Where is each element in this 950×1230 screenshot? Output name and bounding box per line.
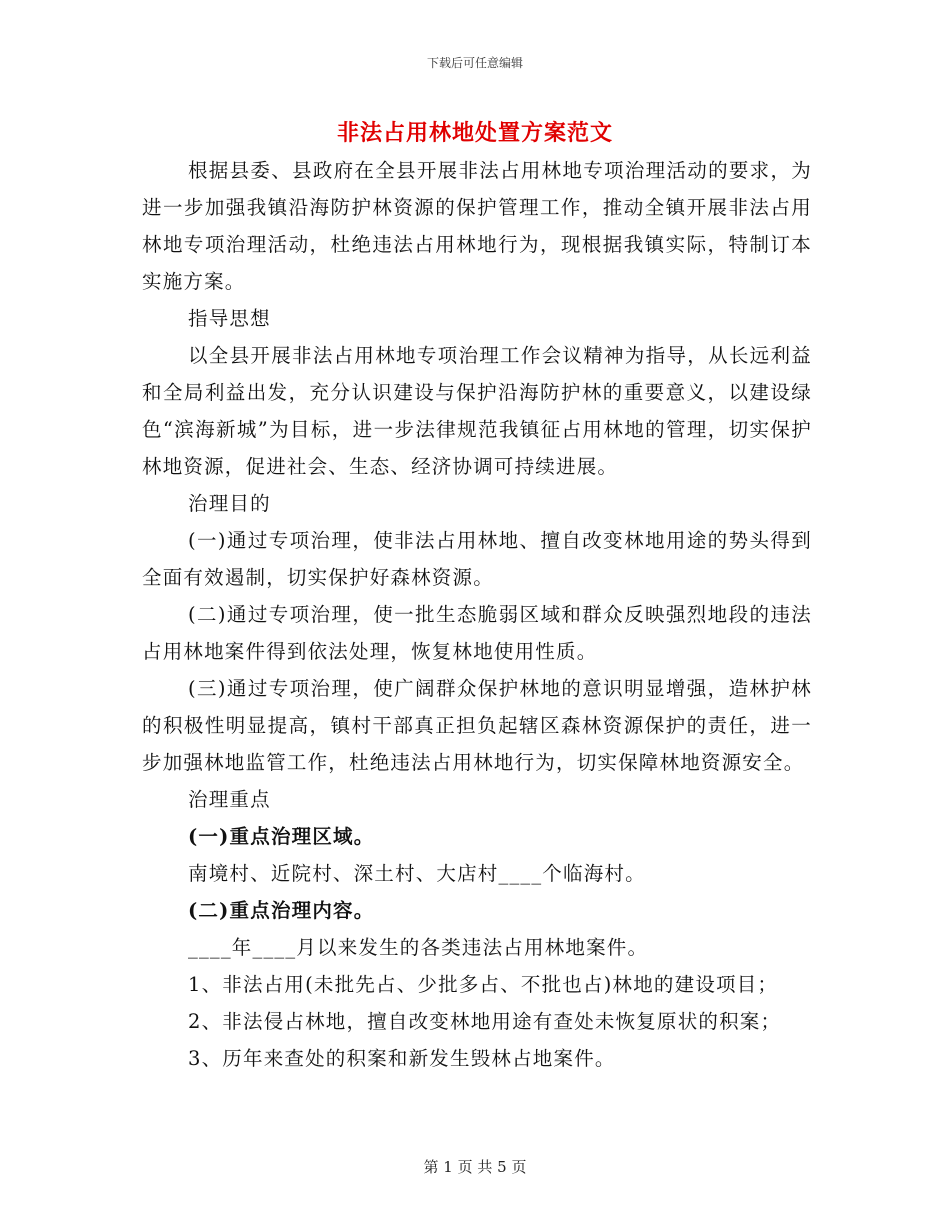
- header-note: 下载后可任意编辑: [426, 56, 523, 70]
- section-heading-guiding-thought: 指导思想: [188, 307, 271, 330]
- list-item-1: 1、非法占用(未批先占、少批多占、不批也占)林地的建设项目；: [188, 973, 779, 996]
- page-footer: 第 1 页 共 5 页: [423, 1158, 527, 1176]
- paragraph-guiding-thought: 以全县开展非法占用林地专项治理工作会议精神为指导，从长远利益和全局利益出发，充分认识建设与保护沿海防护林的重要意义，以建设绿色“滨海新城”为目标，进一步法律规范我镇征占用林地的管理，切实保护林地资源，促进社会、生态、经济协调可持续进展。: [142, 344, 812, 478]
- paragraph-focus-content: ____年____月以来发生的各类违法占用林地案件。: [188, 936, 649, 959]
- section-heading-purpose: 治理目的: [188, 492, 271, 515]
- paragraph-focus-area: 南境村、近院村、深土村、大店村____个临海村。: [188, 862, 646, 885]
- document-title: 非法占用林地处置方案范文: [336, 120, 613, 146]
- section-heading-focus: 治理重点: [188, 788, 271, 811]
- subheading-focus-content: (二)重点治理内容。: [188, 899, 375, 922]
- list-item-2: 2、非法侵占林地，擅自改变林地用途有查处未恢复原状的积案；: [188, 1010, 782, 1033]
- document-body: [142, 152, 812, 1077]
- list-item-3: 3、历年来查处的积案和新发生毁林占地案件。: [188, 1047, 616, 1070]
- paragraph-purpose-1: (一)通过专项治理，使非法占用林地、擅自改变林地用途的势头得到全面有效遏制，切实保护好森林资源。: [142, 529, 812, 589]
- subheading-focus-area: (一)重点治理区域。: [188, 825, 375, 848]
- paragraph-intro: 根据县委、县政府在全县开展非法占用林地专项治理活动的要求，为进一步加强我镇沿海防护林资源的保护管理工作，推动全镇开展非法占用林地专项治理活动，杜绝违法占用林地行为，现根据我镇实际，特制订本实施方案。: [142, 159, 812, 293]
- paragraph-purpose-2: (二)通过专项治理，使一批生态脆弱区域和群众反映强烈地段的违法占用林地案件得到依法处理，恢复林地使用性质。: [142, 603, 812, 663]
- paragraph-purpose-3: (三)通过专项治理，使广阔群众保护林地的意识明显增强，造林护林的积极性明显提高，镇村干部真正担负起辖区森林资源保护的责任，进一步加强林地监管工作，杜绝违法占用林地行为，切实保障林地资源安全。: [142, 677, 812, 774]
